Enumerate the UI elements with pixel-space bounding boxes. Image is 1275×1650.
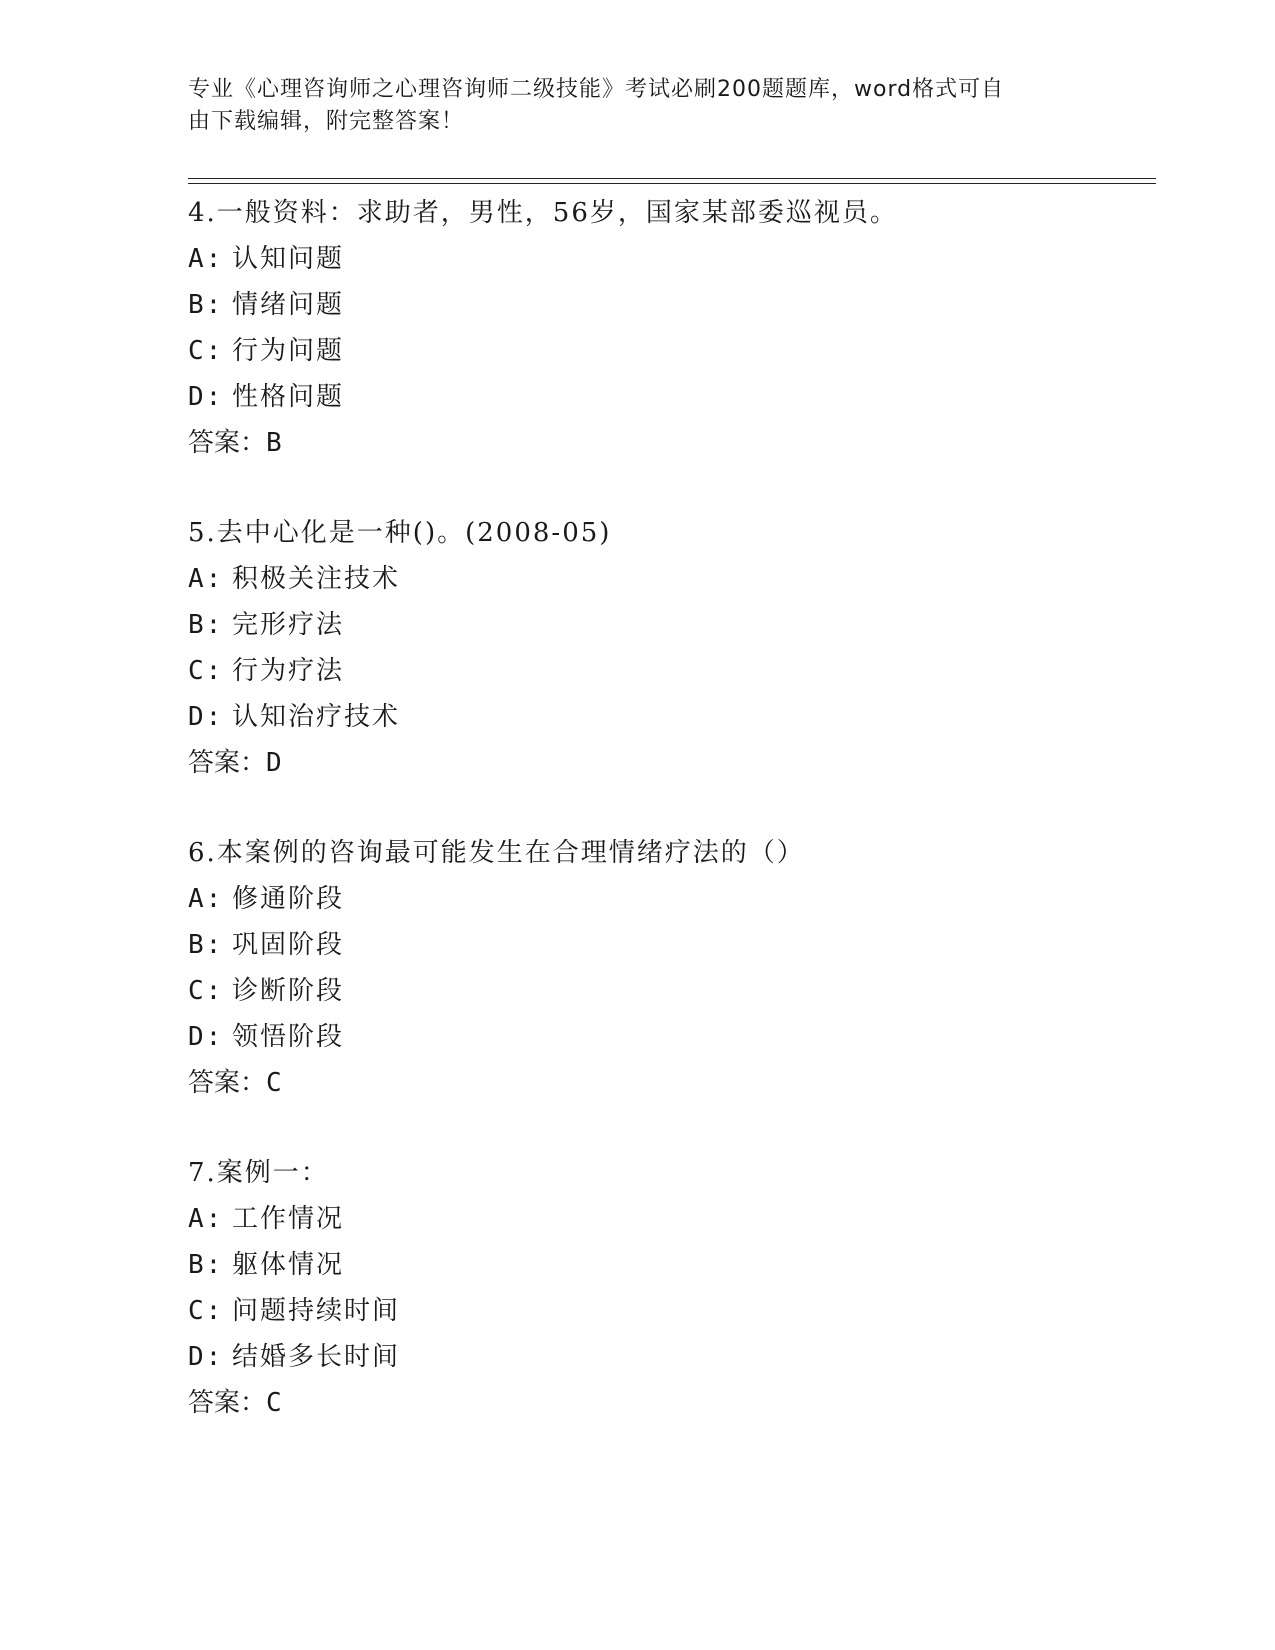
question-stem: 5.去中心化是一种()。(2008-05) <box>188 518 612 548</box>
option-text: 行为问题 <box>232 336 345 366</box>
option-d <box>188 1014 1148 1060</box>
document-header <box>188 74 1068 138</box>
option-letter: B: <box>188 930 224 960</box>
header-divider-bottom <box>188 183 1156 184</box>
answer-line <box>188 420 1148 466</box>
answer-label: 答案： <box>188 1388 267 1418</box>
question-stem: 7.案例一： <box>188 1158 329 1188</box>
option-letter: A: <box>188 564 224 594</box>
option-text: 躯体情况 <box>232 1250 345 1280</box>
option-b <box>188 282 1148 328</box>
answer-value: D <box>266 748 282 778</box>
option-text: 性格问题 <box>232 382 345 412</box>
option-d <box>188 1334 1148 1380</box>
answer-value: B <box>266 428 282 458</box>
option-text: 结婚多长时间 <box>232 1342 401 1372</box>
question-6 <box>188 830 1148 1106</box>
option-d <box>188 374 1148 420</box>
option-text: 问题持续时间 <box>232 1296 401 1326</box>
answer-label: 答案： <box>188 428 267 458</box>
answer-line <box>188 740 1148 786</box>
option-text: 情绪问题 <box>232 290 345 320</box>
option-b <box>188 922 1148 968</box>
option-letter: D: <box>188 1342 224 1372</box>
option-b <box>188 1242 1148 1288</box>
header-line-2: 由下载编辑，附完整答案！ <box>188 109 465 134</box>
option-text: 巩固阶段 <box>232 930 345 960</box>
option-letter: C: <box>188 1296 224 1326</box>
option-text: 行为疗法 <box>232 656 345 686</box>
option-text: 积极关注技术 <box>232 564 401 594</box>
option-c <box>188 648 1148 694</box>
question-4 <box>188 190 1148 466</box>
option-letter: C: <box>188 656 224 686</box>
option-a <box>188 876 1148 922</box>
answer-label: 答案： <box>188 1068 267 1098</box>
header-divider-top <box>188 178 1156 179</box>
option-letter: B: <box>188 1250 224 1280</box>
option-letter: A: <box>188 244 224 274</box>
option-letter: C: <box>188 976 224 1006</box>
question-5 <box>188 510 1148 786</box>
option-letter: B: <box>188 290 224 320</box>
question-stem: 6.本案例的咨询最可能发生在合理情绪疗法的（） <box>188 838 805 868</box>
option-text: 认知治疗技术 <box>232 702 401 732</box>
option-text: 诊断阶段 <box>232 976 345 1006</box>
answer-value: C <box>266 1068 282 1098</box>
answer-value: C <box>266 1388 282 1418</box>
option-a <box>188 556 1148 602</box>
option-text: 领悟阶段 <box>232 1022 345 1052</box>
option-text: 工作情况 <box>232 1204 345 1234</box>
question-list <box>188 190 1148 1470</box>
option-c <box>188 968 1148 1014</box>
option-c <box>188 1288 1148 1334</box>
option-text: 完形疗法 <box>232 610 345 640</box>
option-text: 认知问题 <box>232 244 345 274</box>
answer-line <box>188 1380 1148 1426</box>
option-letter: C: <box>188 336 224 366</box>
question-7 <box>188 1150 1148 1426</box>
question-stem: 4.一般资料：求助者，男性，56岁，国家某部委巡视员。 <box>188 198 898 228</box>
option-letter: A: <box>188 1204 224 1234</box>
option-letter: A: <box>188 884 224 914</box>
option-a <box>188 236 1148 282</box>
header-line-1: 专业《心理咨询师之心理咨询师二级技能》考试必刷200题题库，word格式可自 <box>188 77 1005 102</box>
answer-line <box>188 1060 1148 1106</box>
option-letter: D: <box>188 382 224 412</box>
option-b <box>188 602 1148 648</box>
option-letter: D: <box>188 702 224 732</box>
option-text: 修通阶段 <box>232 884 345 914</box>
option-a <box>188 1196 1148 1242</box>
answer-label: 答案： <box>188 748 267 778</box>
option-c <box>188 328 1148 374</box>
option-letter: D: <box>188 1022 224 1052</box>
option-letter: B: <box>188 610 224 640</box>
option-d <box>188 694 1148 740</box>
